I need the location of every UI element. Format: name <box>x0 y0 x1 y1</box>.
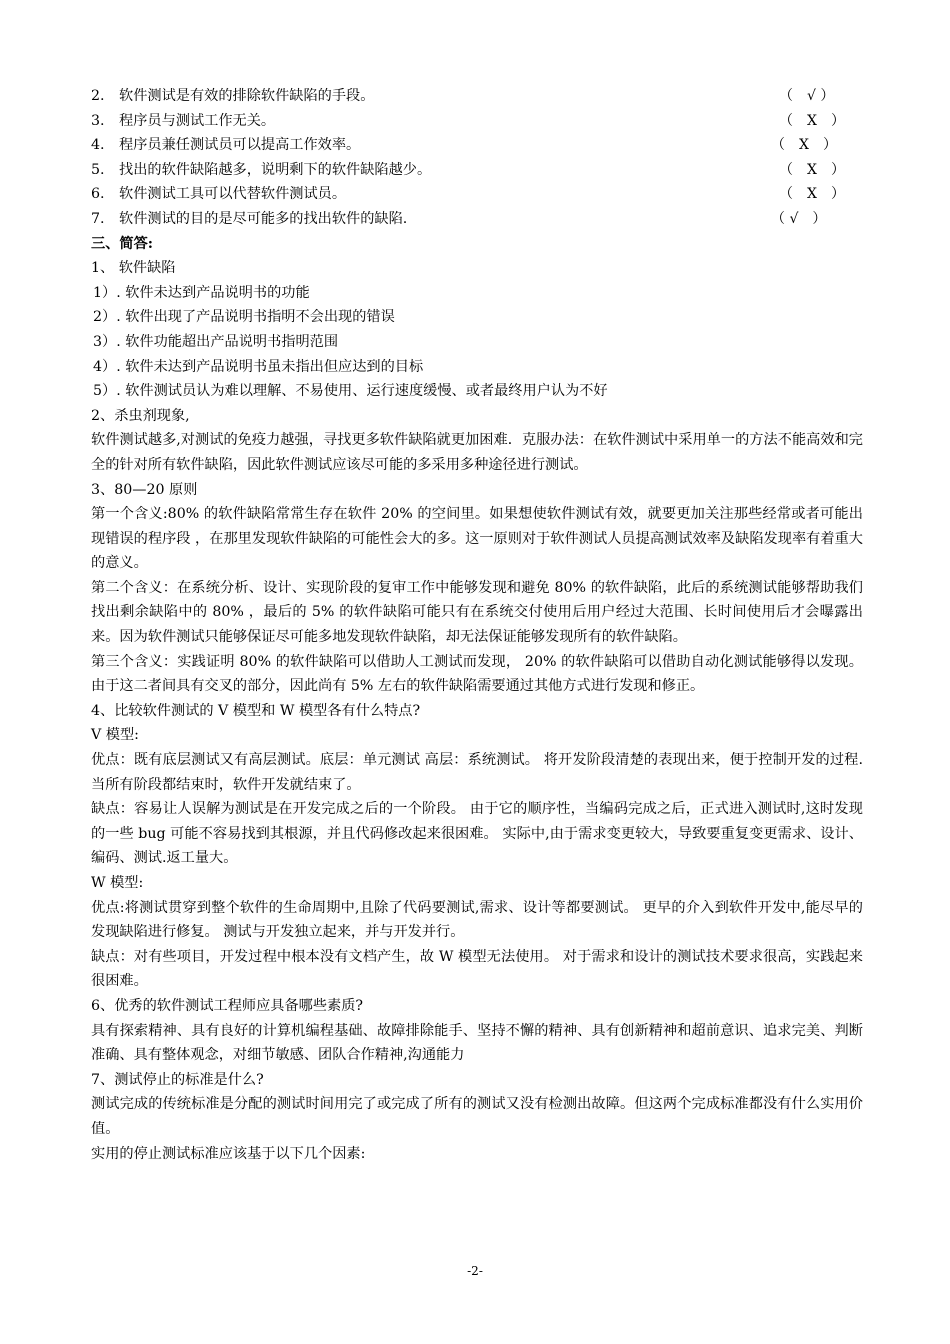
item-number: 2. <box>91 88 105 104</box>
answer-mark: （ X ） <box>779 112 845 129</box>
list-item: 2）. 软件出现了产品说明书指明不会出现的错误 <box>93 309 395 326</box>
model-label: W 模型: <box>91 875 144 891</box>
question-title: 6、优秀的软件测试工程师应具备哪些素质? <box>91 997 364 1014</box>
true-false-item <box>91 182 863 207</box>
answer-paragraph: 缺点：对有些项目，开发过程中根本没有文档产生，故 W 模型无法使用。 对于需求和设计的测试技术要求很高，实践起来很困难。 <box>91 948 863 990</box>
answer-paragraph: 优点:将测试贯穿到整个软件的生命周期中,且除了代码要测试,需求、设计等都要测试。 更早的介入到软件开发中,能尽早的发现缺陷进行修复。 测试与开发独立起来，并与开发并行。 <box>91 899 863 941</box>
item-text: 找出的软件缺陷越多，说明剩下的软件缺陷越少。 <box>119 161 432 178</box>
question-title: 1、 软件缺陷 <box>91 260 176 277</box>
answer-paragraph: 优点：既有底层测试又有高层测试。底层：单元测试 高层：系统测试。 将开发阶段清楚的表现出来，便于控制开发的过程.当所有阶段都结束时，软件开发就结束了。 <box>91 752 863 793</box>
item-number: 4. <box>91 137 105 154</box>
true-false-item <box>91 133 863 158</box>
answer-mark: （ X ） <box>779 186 845 203</box>
answer-paragraph: 第三个含义：实践证明 80% 的软件缺陷可以借助人工测试而发现， 20% 的软件缺陷可以借助自动化测试能够得以发现。由于这二者间具有交叉的部分，因此尚有 5% 左右的软件缺陷需要通过其他方式进行发现和修正。 <box>91 653 863 695</box>
question-title: 2、杀虫剂现象, <box>91 407 190 424</box>
list-item: 1）. 软件未达到产品说明书的功能 <box>93 284 310 301</box>
true-false-item <box>91 207 863 232</box>
document-page <box>91 84 863 1166</box>
item-number: 6. <box>91 186 105 203</box>
item-number: 3. <box>91 112 105 129</box>
list-item: 4）. 软件未达到产品说明书虽未指出但应达到的目标 <box>93 358 424 375</box>
answer-paragraph: 具有探索精神、具有良好的计算机编程基础、故障排除能手、坚持不懈的精神、具有创新精神和超前意识、追求完美、判断准确、具有整体观念，对细节敏感、团队合作精神,沟通能力 <box>91 1022 863 1064</box>
question-title: 7、测试停止的标准是什么? <box>91 1071 264 1088</box>
true-false-item <box>91 109 863 134</box>
answer-paragraph: 缺点：容易让人误解为测试是在开发完成之后的一个阶段。 由于它的顺序性，当编码完成之后，正式进入测试时,这时发现的一些 bug 可能不容易找到其根源，并且代码修改起来很困难。 实际中,由于需求变更较大，导致要重复变更需求、设计、编码、测试.返工量大。 <box>91 801 863 867</box>
item-text: 程序员兼任测试员可以提高工作效率。 <box>119 137 361 154</box>
model-label: V 模型: <box>91 727 139 744</box>
question-title: 3、80—20 原则 <box>91 481 198 498</box>
question-title: 4、比较软件测试的 V 模型和 W 模型各有什么特点? <box>91 702 421 719</box>
item-number: 7. <box>91 210 105 227</box>
answer-mark: （ X ） <box>779 161 845 178</box>
item-text: 软件测试是有效的排除软件缺陷的手段。 <box>119 88 375 104</box>
answer-paragraph: 第一个含义:80% 的软件缺陷常常生存在软件 20% 的空间里。如果想使软件测试有效，就要更加关注那些经常或者可能出现错误的程序段 ，在那里发现软件缺陷的可能性会大的多。这一原则对于软件测试人员提高测试效率及缺陷发现率有着重大的意义。 <box>91 506 863 572</box>
true-false-item <box>91 84 863 109</box>
answer-paragraph: 软件测试越多,对测试的免疫力越强，寻找更多软件缺陷就更加困难．克服办法：在软件测试中采用单一的方法不能高效和完全的针对所有软件缺陷，因此软件测试应该尽可能的多采用多种途径进行测试。 <box>91 432 863 473</box>
answer-mark: （ √ ） <box>779 88 835 104</box>
page-number: -2- <box>467 1264 483 1278</box>
list-item: 5）. 软件测试员认为难以理解、不易使用、运行速度缓慢、或者最终用户认为不好 <box>93 383 608 400</box>
answer-paragraph: 实用的停止测试标准应该基于以下几个因素: <box>91 1145 366 1162</box>
answer-paragraph: 测试完成的传统标准是分配的测试时间用完了或完成了所有的测试又没有检测出故障。但这两个完成标准都没有什么实用价值。 <box>91 1096 863 1137</box>
list-item: 3）. 软件功能超出产品说明书指明范围 <box>93 333 339 350</box>
item-text: 软件测试的目的是尽可能多的找出软件的缺陷. <box>119 210 408 227</box>
item-number: 5. <box>91 161 105 178</box>
item-text: 软件测试工具可以代替软件测试员。 <box>119 186 347 203</box>
answer-paragraph: 第二个含义：在系统分析、设计、实现阶段的复审工作中能够发现和避免 80% 的软件缺陷，此后的系统测试能够帮助我们找出剩余缺陷中的 80% ，最后的 5% 的软件缺陷可能只有在系统交付使用后用户经过大范围、长时间使用后才会曝露出来。因为软件测试只能够保证尽可能多地发现软件缺陷，却无法保证能够发现所有的软件缺陷。 <box>91 579 863 646</box>
answer-mark: （ √ ） <box>771 210 827 227</box>
answer-mark: （ X ） <box>771 137 837 154</box>
item-text: 程序员与测试工作无关。 <box>119 112 276 129</box>
true-false-item <box>91 158 863 183</box>
section-heading: 三、简答: <box>91 235 153 252</box>
